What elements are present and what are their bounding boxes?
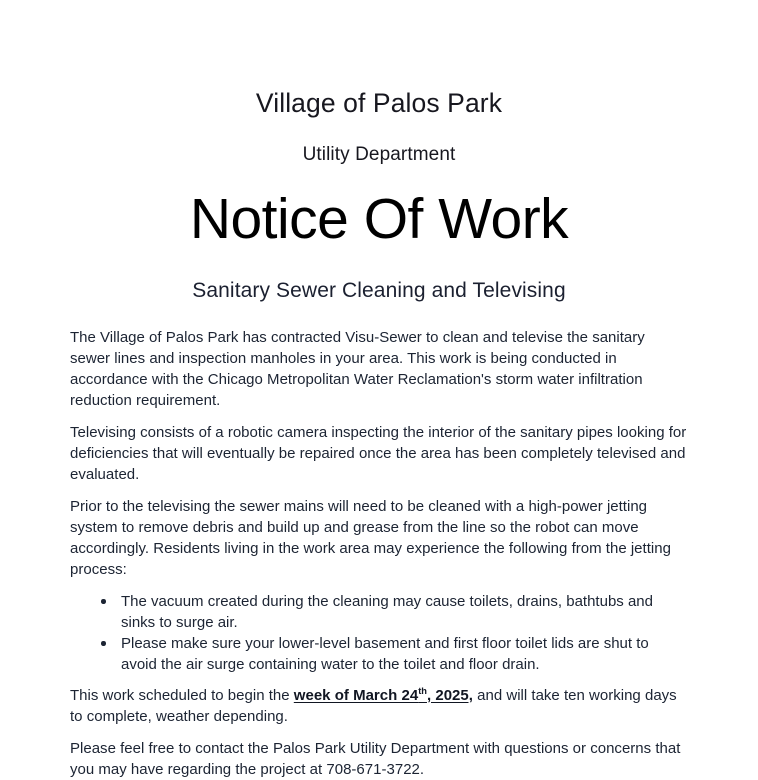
paragraph-televising-description: Televising consists of a robotic camera inspecting the interior of the sanitary pipes looking for deficiencies that will eventually be repaired once the area has been completely televised and evaluated.	[70, 423, 687, 483]
notice-body	[70, 304, 688, 780]
notice-subject-heading: Sanitary Sewer Cleaning and Televising	[192, 279, 566, 303]
contact-suffix-text: .	[419, 760, 425, 778]
paragraph-contact	[70, 738, 688, 780]
schedule-date-ordinal-suffix: th	[418, 685, 427, 696]
schedule-date-emphasis	[294, 687, 473, 704]
department-subtitle: Utility Department	[302, 143, 456, 165]
schedule-date-text: week of March 24	[293, 686, 419, 704]
notice-main-title: Notice Of Work	[189, 186, 569, 251]
paragraph-schedule	[70, 685, 688, 727]
schedule-year-text: , 2025,	[426, 686, 473, 704]
paragraph-jetting-preparation: Prior to the televising the sewer mains will need to be cleaned with a high-power jetting system to remove debris and build up and grease from the line so the robot can move accordingly. Residents living in the work area may experience the following from the jetting process:	[70, 497, 671, 578]
list-item: The vacuum created during the cleaning may cause toilets, drains, bathtubs and sinks to surge air.	[70, 591, 688, 633]
resident-advisory-list	[70, 591, 688, 675]
organization-title: Village of Palos Park	[255, 88, 503, 118]
contact-phone-number: 708-671-3722	[326, 760, 420, 778]
paragraph-contract-scope: The Village of Palos Park has contracted Visu-Sewer to clean and televise the sanitary sewer lines and inspection manholes in your area. This work is being conducted in accordance with the Chicago Metropolitan Water Reclamation's storm water infiltration reduction requirement.	[70, 328, 645, 409]
schedule-prefix-text: This work scheduled to begin the	[70, 686, 294, 704]
schedule-suffix-text: and will take ten working days to complete, weather depending.	[70, 686, 677, 725]
contact-prefix-text: Please feel free to contact the Palos Park Utility Department with questions or concerns that you may have regarding the project at	[70, 739, 681, 778]
list-item: Please make sure your lower-level basement and first floor toilet lids are shut to avoid the air surge containing water to the toilet and floor drain.	[70, 633, 688, 675]
